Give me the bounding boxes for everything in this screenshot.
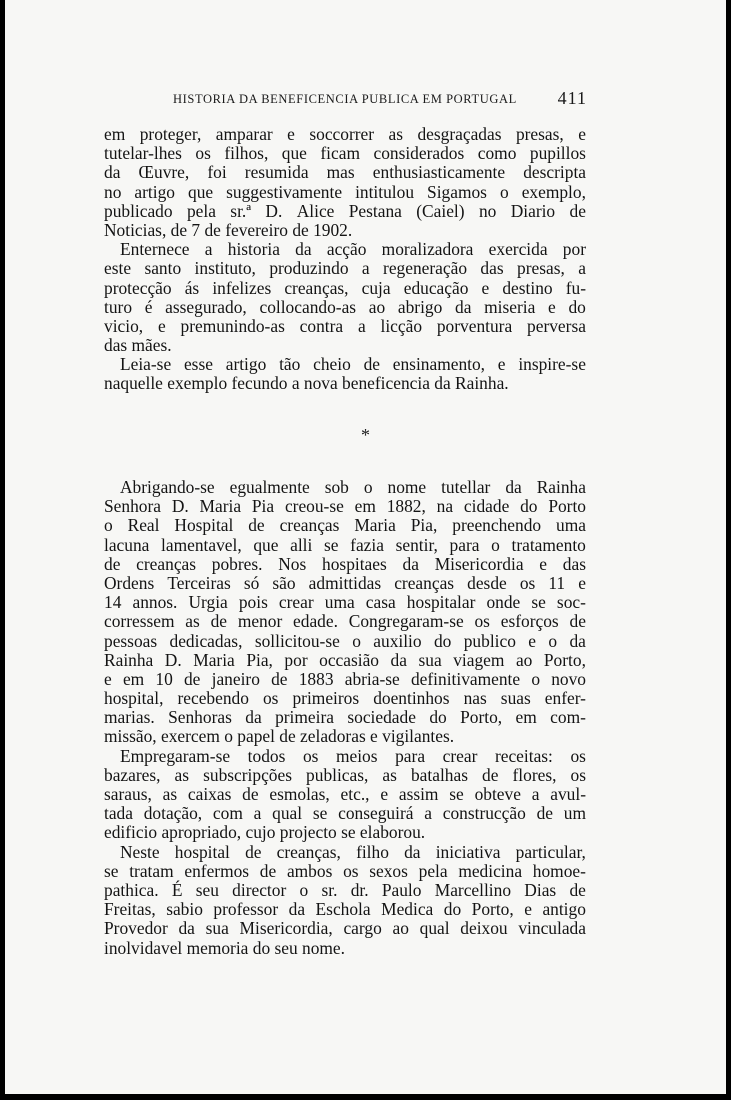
text-line: Neste hospital de creanças, filho da iniciativa particular,	[120, 841, 586, 862]
text-line: naquelle exemplo fecundo a nova beneficencia da Rainha.	[104, 373, 509, 394]
text-line: em proteger, amparar e soccorrer as desgraçadas presas, e	[104, 124, 586, 144]
text-line: vicio, e premunindo-as contra a licção porventura perversa	[104, 315, 586, 336]
text-line: lacuna lamentavel, que alli se fazia sentir, para o tratamento	[104, 534, 586, 555]
text-line: publicado pela sr.ª D. Alice Pestana (Caiel) no Diario de	[104, 200, 586, 221]
text-line: Rainha D. Maria Pia, por occasião da sua viagem ao Porto,	[104, 649, 586, 670]
text-line: turo é assegurado, collocando-as ao abrigo da miseria e do	[104, 296, 586, 317]
running-title: HISTORIA DA BENEFICENCIA PUBLICA EM PORTUGAL	[173, 92, 517, 106]
text-line: Leia-se esse artigo tão cheio de ensinamento, e inspire-se	[120, 354, 586, 375]
text-line: edificio apropriado, cujo projecto se elaborou.	[104, 822, 426, 843]
section-1-text	[104, 125, 586, 394]
text-line: da Œuvre, foi resumida mas enthusiasticamente descripta	[104, 162, 586, 183]
text-line: pathica. É seu director o sr. dr. Paulo Marcellino Dias de	[104, 879, 586, 900]
text-line: saraus, as caixas de esmolas, etc., e assim se obteve a avul-	[104, 784, 586, 804]
text-line: Senhora D. Maria Pia creou-se em 1882, na cidade do Porto	[104, 496, 586, 517]
text-line: protecção ás infelizes creanças, cuja educação e destino fu-	[104, 277, 586, 298]
text-line: Abrigando-se egualmente sob o nome tutellar da Rainha	[120, 477, 586, 497]
text-line: Empregaram-se todos os meios para crear receitas: os	[120, 745, 586, 766]
section-separator-asterisk: *	[361, 425, 370, 445]
text-line: corressem as de menor edade. Congregaram-se os esforços de	[104, 611, 586, 632]
text-line: este santo instituto, produzindo a regeneração das presas, a	[104, 258, 586, 279]
text-line: pessoas dedicadas, sollicitou-se o auxilio do publico e o da	[104, 630, 586, 651]
scan-border-left	[0, 0, 5, 1100]
text-line: das mães.	[104, 335, 172, 356]
scan-border-right	[726, 0, 731, 1100]
text-line: no artigo que suggestivamente intitulou Sigamos o exemplo,	[104, 181, 586, 202]
page-header	[173, 90, 587, 112]
text-line: Noticias, de 7 de fevereiro de 1902.	[104, 219, 353, 240]
text-line: 14 annos. Urgia pois crear uma casa hospitalar onde se soc-	[104, 592, 586, 613]
scan-border-bottom	[0, 1094, 731, 1100]
text-line: Provedor da sua Misericordia, cargo ao qual deixou vinculada	[104, 918, 586, 939]
text-line: hospital, recebendo os primeiros doentinhos nas suas enfer-	[104, 688, 586, 709]
text-line: se tratam enfermos de ambos os sexos pela medicina homoe-	[104, 860, 586, 881]
text-line: Ordens Terceiras só são admittidas creanças desde os 11 e	[104, 572, 586, 593]
text-line: tutelar-lhes os filhos, que ficam considerados como pupillos	[104, 143, 586, 164]
text-line: bazares, as subscripções publicas, as batalhas de flores, os	[104, 764, 586, 785]
text-line: e em 10 de janeiro de 1883 abria-se definitivamente o novo	[104, 668, 586, 689]
page-number: 411	[557, 88, 587, 108]
text-line: de creanças pobres. Nos hospitaes da Misericordia e das	[104, 553, 586, 574]
text-line: inolvidavel memoria do seu nome.	[104, 937, 345, 958]
text-line: missão, exercem o papel de zeladoras e vigilantes.	[104, 726, 455, 747]
text-line: tada dotação, com a qual se conseguirá a construcção de um	[104, 803, 586, 824]
text-line: o Real Hospital de creanças Maria Pia, preenchendo uma	[104, 515, 586, 536]
text-line: Enternece a historia da acção moralizadora exercida por	[120, 239, 586, 260]
text-line: marias. Senhoras da primeira sociedade do Porto, em com-	[104, 707, 586, 728]
text-line: Freitas, sabio professor da Eschola Medica do Porto, e antigo	[104, 899, 586, 920]
section-2-text	[104, 478, 586, 958]
